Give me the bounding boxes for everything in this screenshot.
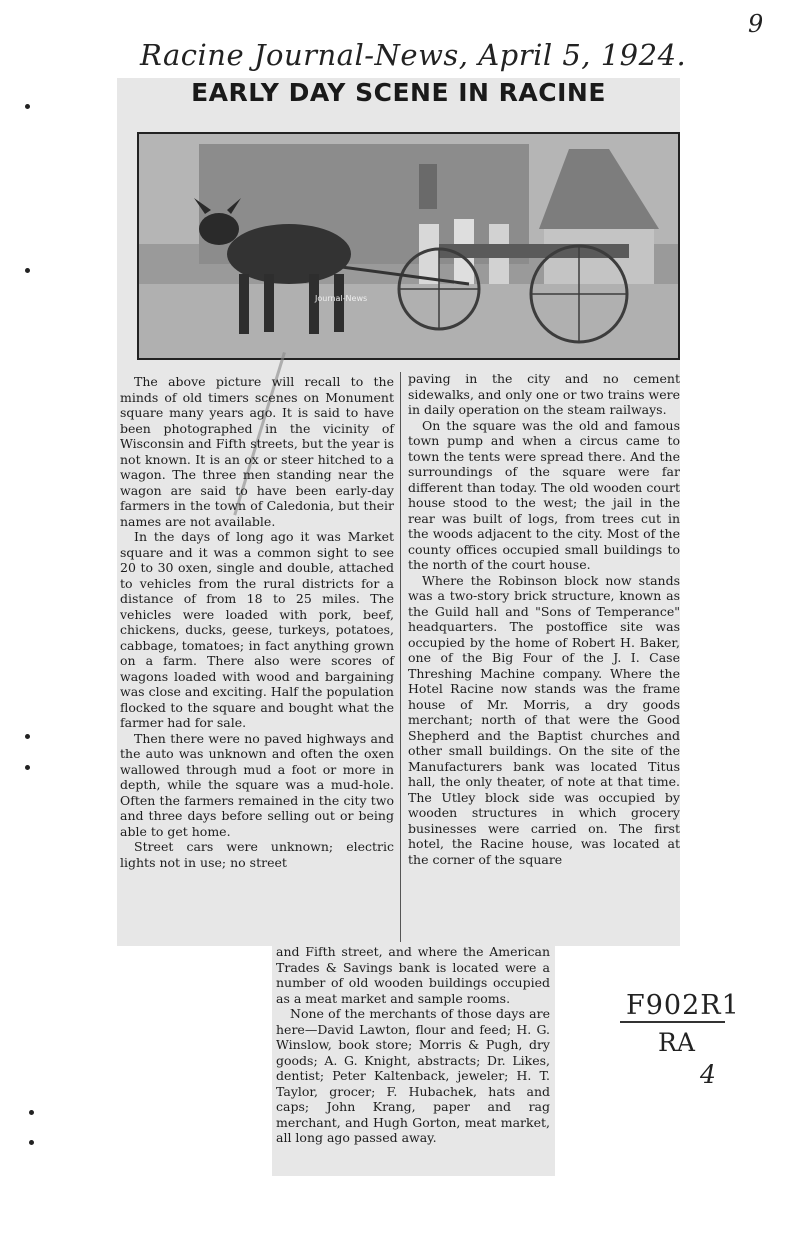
margin-mark xyxy=(25,104,30,109)
paragraph: The above picture will recall to the minds of old timers scenes on Monument square many years ago. It is said to have been photographed in the vicinity of Wisconsin and Fifth streets, but the year is not known. It is an ox or steer hitched to a wagon. The three men standing near the wagon are said to have been early-day farmers in the town of Caledonia, but their names are not available. xyxy=(120,374,394,529)
paragraph: None of the merchants of those days are here—David Lawton, flour and feed; H. G. Winslow, book store; Morris & Pugh, dry goods; A. G. Knight, abstracts; Dr. Likes, dentist; Peter Kaltenback, jeweler; H. T. Taylor, grocer; F. Hubachek, hats and caps; John Krang, paper and rag merchant, and Hugh Gorton, meat market, all long ago passed away. xyxy=(276,1006,550,1145)
column-divider xyxy=(400,372,401,942)
paragraph: Where the Robinson block now stands was a two-story brick structure, known as the Guild hall and "Sons of Temperance" headquarters. The postoffice site was occupied by the home of Robert H. Baker, one of the Big Four of the J. I. Case Threshing Machine company. Where the Hotel Racine now stands was the frame house of Mr. Morris, a dry goods merchant; north of that were the Good Shepherd and the Baptist churches and other small buildings. On the site of the Manufacturers bank was located Titus hall, the only theater, of note at that time. The Utley block side was occupied by wooden structures in which grocery businesses were carried on. The first hotel, the Racine house, was located at the corner of the square xyxy=(408,572,680,867)
handwritten-page-number: 9 xyxy=(748,10,764,38)
paragraph: paving in the city and no cement sidewalks, and only one or two trains were in daily operation on the steam railways. xyxy=(408,371,680,417)
article-column-1 xyxy=(120,374,394,870)
paragraph: In the days of long ago it was Market square and it was a common sight to see 20 to 30 oxen, single and double, attached to vehicles from the rural districts for a distance of from 18 to 25 miles. The vehicles were loaded with pork, beef, chickens, ducks, geese, turkeys, potatoes, cabbage, tomatoes; in fact anything grown on a farm. There also were scores of wagons loaded with wood and bargaining was close and exciting. Half the population flocked to the square and bought what the farmer had for sale. xyxy=(120,529,394,730)
article-headline: EARLY DAY SCENE IN RACINE xyxy=(191,78,606,107)
photo-credit: Journal-News xyxy=(315,294,368,303)
article-photo xyxy=(137,132,680,360)
catalog-underline xyxy=(620,1021,725,1023)
margin-mark xyxy=(25,734,30,739)
handwritten-catalog-code: F902R1 xyxy=(626,990,740,1021)
paragraph: On the square was the old and famous town pump and when a circus came to town the tents were spread there. And the surroundings of the square were far different than today. The old wooden court house stood to the west; the jail in the rear was built of logs, from trees cut in the woods adjacent to the city. Most of the county offices occupied small buildings to the north of the court house. xyxy=(408,417,680,572)
margin-mark xyxy=(25,765,30,770)
paragraph: Then there were no paved highways and the auto was unknown and often the oxen wallowed through mud a foot or more in depth, while the square was a mud-hole. Often the farmers remained in the city two and three days before selling out or being able to get home. xyxy=(120,730,394,839)
article-column-3 xyxy=(276,944,550,1146)
margin-mark xyxy=(25,268,30,273)
margin-mark xyxy=(29,1110,34,1115)
handwritten-catalog-suffix: RA xyxy=(658,1028,695,1057)
handwritten-catalog-number: 4 xyxy=(700,1060,716,1089)
paragraph: Street cars were unknown; electric lights not in use; no street xyxy=(120,839,394,870)
paragraph: and Fifth street, and where the American Trades & Savings bank is located were a number of old wooden buildings occupied as a meat market and sample rooms. xyxy=(276,944,550,1006)
handwritten-dateline: Racine Journal-News, April 5, 1924. xyxy=(140,38,687,72)
article-column-2 xyxy=(408,371,680,867)
margin-mark xyxy=(29,1140,34,1145)
